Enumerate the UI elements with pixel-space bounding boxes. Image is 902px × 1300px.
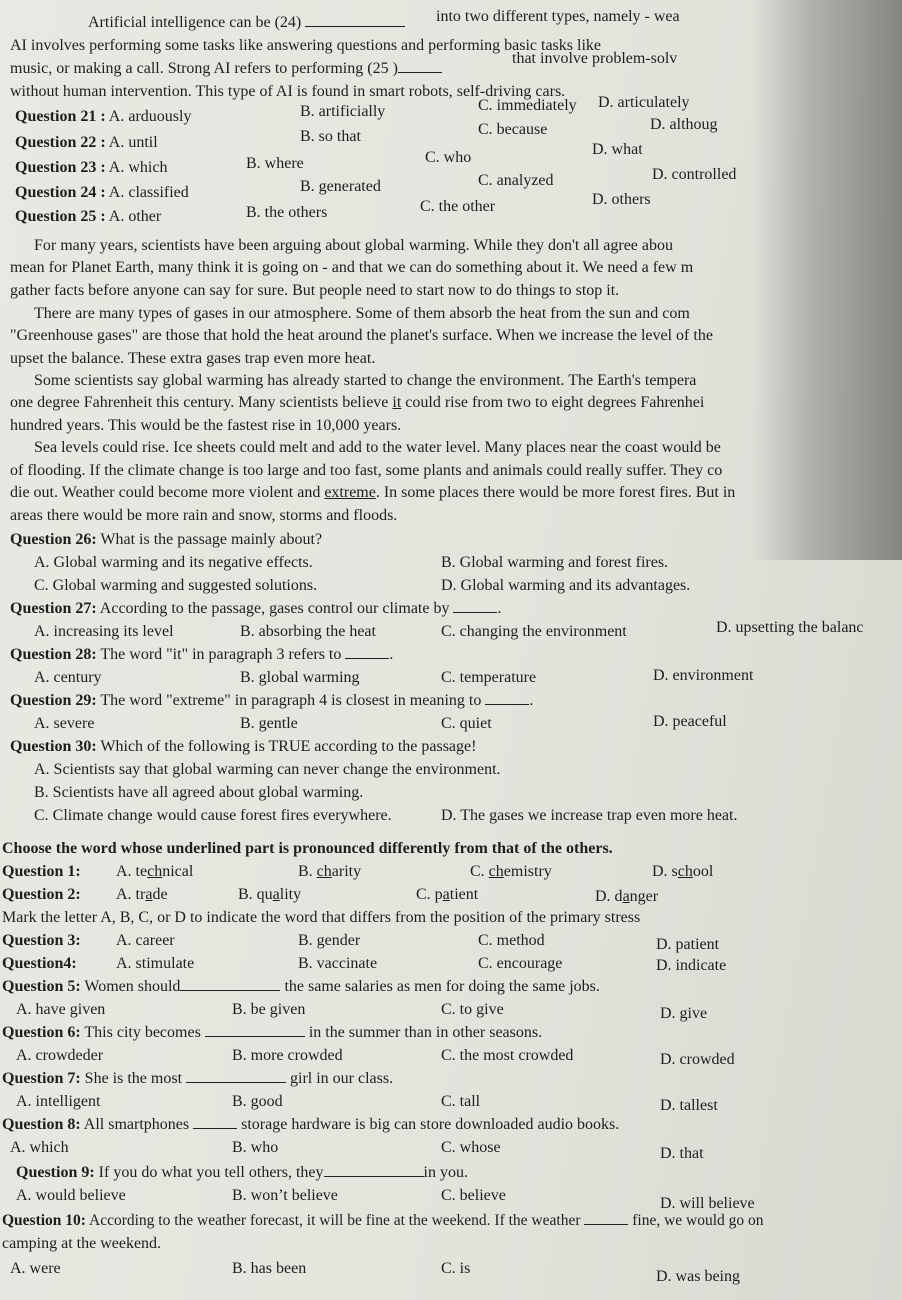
q23-option-b[interactable]: B. where bbox=[246, 155, 304, 172]
q23-option-d[interactable]: D. what bbox=[592, 141, 643, 158]
q8-option-c[interactable]: C. whose bbox=[441, 1139, 501, 1156]
q4-option-c[interactable]: C. encourage bbox=[478, 955, 563, 972]
q4-label: Question4: bbox=[2, 955, 77, 972]
q26-option-b[interactable]: B. Global warming and forest fires. bbox=[441, 554, 669, 571]
q10-option-a[interactable]: A. were bbox=[10, 1260, 61, 1277]
q29-option-d[interactable]: D. peaceful bbox=[653, 713, 727, 730]
q8-option-b[interactable]: B. who bbox=[232, 1139, 279, 1156]
q23-label: Question 23 : A. which bbox=[15, 159, 168, 176]
q24-label: Question 24 : A. classified bbox=[15, 184, 189, 201]
q6-stem: Question 6: This city becomes in the summer than in other seasons. bbox=[2, 1024, 543, 1041]
q23-option-c[interactable]: C. who bbox=[425, 149, 472, 166]
q6-option-a[interactable]: A. crowdeder bbox=[16, 1047, 104, 1064]
q6-option-d[interactable]: D. crowded bbox=[660, 1051, 735, 1068]
q25-option-c[interactable]: C. the other bbox=[420, 198, 496, 215]
q30-stem: Question 30: Which of the following is TRUE according to the passage! bbox=[10, 738, 477, 755]
q28-stem: Question 28: The word "it" in paragraph 3 refers to . bbox=[10, 646, 394, 663]
q25-label: Question 25 : A. other bbox=[15, 208, 162, 225]
passage2-p4-line4: areas there would be more rain and snow, storms and floods. bbox=[10, 507, 398, 524]
q22-option-d[interactable]: D. althoug bbox=[650, 116, 718, 133]
passage2-p1-line3: gather facts before anyone can say for sure. But people need to start now to do things to stop it. bbox=[10, 282, 620, 299]
q8-option-d[interactable]: D. that bbox=[660, 1145, 704, 1162]
section2-heading: Mark the letter A, B, C, or D to indicate the word that differs from the position of the primary stress bbox=[2, 909, 641, 926]
q2-option-c[interactable]: C. patient bbox=[416, 886, 479, 903]
passage2-p4-line3: die out. Weather could become more violent and extreme. In some places there would be more forest fires. But in bbox=[10, 484, 736, 501]
passage1-line3b: that involve problem-solv bbox=[512, 50, 678, 67]
q26-option-c[interactable]: C. Global warming and suggested solutions. bbox=[34, 577, 318, 594]
passage2-p4-line1: Sea levels could rise. Ice sheets could melt and add to the water level. Many places near the coast would be bbox=[34, 439, 721, 456]
q29-option-b[interactable]: B. gentle bbox=[240, 715, 298, 732]
q28-option-a[interactable]: A. century bbox=[34, 669, 102, 686]
q28-option-b[interactable]: B. global warming bbox=[240, 669, 360, 686]
q5-option-d[interactable]: D. give bbox=[660, 1005, 708, 1022]
q5-option-a[interactable]: A. have given bbox=[16, 1001, 106, 1018]
passage2-p4-line2: of flooding. If the climate change is too large and too fast, some plants and animals could really suffer. They co bbox=[10, 462, 723, 479]
q9-stem: Question 9: If you do what you tell others, they in you. bbox=[16, 1164, 468, 1181]
passage1-line1b: into two different types, namely - wea bbox=[436, 8, 680, 25]
q6-option-c[interactable]: C. the most crowded bbox=[441, 1047, 574, 1064]
q22-label: Question 22 : A. until bbox=[15, 134, 158, 151]
section1-heading: Choose the word whose underlined part is pronounced differently from that of the others. bbox=[2, 840, 613, 857]
q25-option-d[interactable]: D. others bbox=[592, 191, 651, 208]
q25-option-b[interactable]: B. the others bbox=[246, 204, 328, 221]
q10-stem: Question 10: According to the weather forecast, it will be fine at the weekend. If the weather fine, we would go on bbox=[2, 1212, 764, 1229]
passage1-line1: Artificial intelligence can be (24) bbox=[88, 14, 405, 32]
q21-label: Question 21 : A. arduously bbox=[15, 108, 192, 125]
q29-stem: Question 29: The word "extreme" in paragraph 4 is closest in meaning to . bbox=[10, 692, 534, 709]
q8-stem: Question 8: All smartphones storage hardware is big can store downloaded audio books. bbox=[2, 1116, 620, 1133]
q10-option-d[interactable]: D. was being bbox=[656, 1268, 740, 1285]
q26-option-a[interactable]: A. Global warming and its negative effects. bbox=[34, 554, 313, 571]
q28-option-c[interactable]: C. temperature bbox=[441, 669, 537, 686]
q24-option-b[interactable]: B. generated bbox=[300, 178, 381, 195]
q22-option-c[interactable]: C. because bbox=[478, 121, 548, 138]
q27-option-d[interactable]: D. upsetting the balanc bbox=[716, 619, 864, 636]
passage1-line4: without human intervention. This type of AI is found in smart robots, self-driving cars. bbox=[10, 83, 566, 100]
q7-option-b[interactable]: B. good bbox=[232, 1093, 283, 1110]
q1-option-a[interactable]: A. technical bbox=[116, 863, 194, 880]
q26-option-d[interactable]: D. Global warming and its advantages. bbox=[441, 577, 691, 594]
q2-option-d[interactable]: D. danger bbox=[595, 888, 659, 905]
q29-option-a[interactable]: A. severe bbox=[34, 715, 95, 732]
q9-option-d[interactable]: D. will believe bbox=[660, 1195, 755, 1212]
q7-option-d[interactable]: D. tallest bbox=[660, 1097, 718, 1114]
q7-stem: Question 7: She is the most girl in our class. bbox=[2, 1070, 394, 1087]
q3-label: Question 3: bbox=[2, 932, 81, 949]
q1-label: Question 1: bbox=[2, 863, 81, 880]
q4-option-d[interactable]: D. indicate bbox=[656, 957, 727, 974]
q5-option-c[interactable]: C. to give bbox=[441, 1001, 504, 1018]
q7-option-a[interactable]: A. intelligent bbox=[16, 1093, 101, 1110]
q1-option-c[interactable]: C. chemistry bbox=[470, 863, 552, 880]
q10-option-c[interactable]: C. is bbox=[441, 1260, 471, 1277]
q30-option-d[interactable]: D. The gases we increase trap even more heat. bbox=[441, 807, 738, 824]
q21-option-c[interactable]: C. immediately bbox=[478, 97, 577, 114]
q27-option-a[interactable]: A. increasing its level bbox=[34, 623, 174, 640]
underlined-extreme: extreme bbox=[324, 484, 376, 501]
q30-option-b[interactable]: B. Scientists have all agreed about global warming. bbox=[34, 784, 364, 801]
q2-option-b[interactable]: B. quality bbox=[238, 886, 302, 903]
passage2-p2-line2: "Greenhouse gases" are those that hold the heat around the planet's surface. When we increase the level of the bbox=[10, 327, 713, 344]
passage2-p1-line1: For many years, scientists have been arguing about global warming. While they don't all agree abou bbox=[34, 237, 674, 254]
q6-option-b[interactable]: B. more crowded bbox=[232, 1047, 343, 1064]
q9-option-a[interactable]: A. would believe bbox=[16, 1187, 126, 1204]
q27-option-b[interactable]: B. absorbing the heat bbox=[240, 623, 376, 640]
passage1-line2: AI involves performing some tasks like answering questions and performing basic tasks like bbox=[10, 37, 601, 54]
q2-option-a[interactable]: A. trade bbox=[116, 886, 168, 903]
q8-option-a[interactable]: A. which bbox=[10, 1139, 69, 1156]
q10-stem-line2: camping at the weekend. bbox=[2, 1235, 162, 1252]
q3-option-a[interactable]: A. career bbox=[116, 932, 175, 949]
passage1-line3: music, or making a call. Strong AI refers to performing (25 ) bbox=[10, 60, 442, 78]
q10-option-b[interactable]: B. has been bbox=[232, 1260, 307, 1277]
passage2-p1-line2: mean for Planet Earth, many think it is going on - and that we can do something about it. We need a few m bbox=[10, 259, 694, 276]
q9-option-c[interactable]: C. believe bbox=[441, 1187, 506, 1204]
q27-stem: Question 27: According to the passage, gases control our climate by . bbox=[10, 600, 502, 617]
q24-option-d[interactable]: D. controlled bbox=[652, 166, 737, 183]
q4-option-b[interactable]: B. vaccinate bbox=[298, 955, 378, 972]
q29-option-c[interactable]: C. quiet bbox=[441, 715, 492, 732]
q3-option-b[interactable]: B. gender bbox=[298, 932, 361, 949]
passage2-p2-line1: There are many types of gases in our atmosphere. Some of them absorb the heat from the sun and com bbox=[34, 305, 690, 322]
q28-option-d[interactable]: D. environment bbox=[653, 667, 754, 684]
q1-option-b[interactable]: B. charity bbox=[298, 863, 362, 880]
q26-stem: Question 26: What is the passage mainly about? bbox=[10, 531, 323, 548]
q9-option-b[interactable]: B. won’t believe bbox=[232, 1187, 338, 1204]
q24-option-c[interactable]: C. analyzed bbox=[478, 172, 554, 189]
q2-label: Question 2: bbox=[2, 886, 81, 903]
q1-option-d[interactable]: D. school bbox=[652, 863, 714, 880]
q3-option-c[interactable]: C. method bbox=[478, 932, 545, 949]
q21-option-b[interactable]: B. artificially bbox=[300, 103, 386, 120]
passage2-p3-line2: one degree Fahrenheit this century. Many scientists believe it could rise from two to eight degrees Fahrenhei bbox=[10, 394, 705, 411]
q4-option-a[interactable]: A. stimulate bbox=[116, 955, 195, 972]
q22-option-b[interactable]: B. so that bbox=[300, 128, 361, 145]
q30-option-c[interactable]: C. Climate change would cause forest fires everywhere. bbox=[34, 807, 392, 824]
q21-option-d[interactable]: D. articulately bbox=[598, 94, 690, 111]
underlined-it: it bbox=[392, 394, 402, 411]
passage2-p2-line3: upset the balance. These extra gases trap even more heat. bbox=[10, 350, 376, 367]
q7-option-c[interactable]: C. tall bbox=[441, 1093, 481, 1110]
passage2-p3-line3: hundred years. This would be the fastest rise in 10,000 years. bbox=[10, 417, 402, 434]
q30-option-a[interactable]: A. Scientists say that global warming can never change the environment. bbox=[34, 761, 501, 778]
q27-option-c[interactable]: C. changing the environment bbox=[441, 623, 627, 640]
q5-stem: Question 5: Women should the same salaries as men for doing the same jobs. bbox=[2, 978, 600, 995]
q3-option-d[interactable]: D. patient bbox=[656, 936, 720, 953]
q5-option-b[interactable]: B. be given bbox=[232, 1001, 306, 1018]
passage2-p3-line1: Some scientists say global warming has already started to change the environment. The Earth's tempera bbox=[34, 372, 697, 389]
